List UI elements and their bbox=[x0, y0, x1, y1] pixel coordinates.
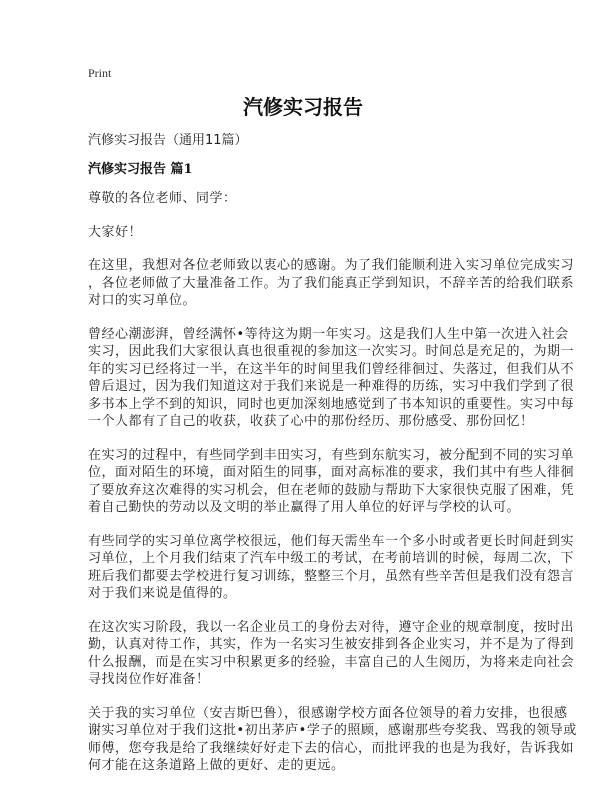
text-line: 关于我的实习单位（安吉斯巴鲁），很感谢学校方面各位领导的着力安排，也很感 bbox=[88, 705, 568, 721]
text-line: 勤，认真对待工作，其实，作为一名实习生被安排到各企业实习，并不是为了得到 bbox=[88, 637, 575, 652]
paragraph bbox=[88, 224, 518, 242]
text-line: 对于我们来说是值得的。 bbox=[88, 586, 237, 601]
text-line: 尊敬的各位老师、同学： bbox=[88, 191, 237, 206]
text-line: 在这次实习阶段，我以一名企业员工的身份去对待，遵守企业的规章制度，按时出 bbox=[88, 619, 575, 635]
text-line: 曾后退过，因为我们知道这对于我们来说是一种难得的历练，实习中我们学到了很 bbox=[88, 379, 575, 394]
document-subtitle: 汽修实习报告（通用11篇） bbox=[88, 133, 248, 148]
paragraph bbox=[88, 257, 575, 310]
text-line: 对口的实习单位。 bbox=[88, 293, 197, 308]
text-line: 习单位，上个月我们结束了汽车中级工的考试，在考前培训的时候，每周二次，下 bbox=[88, 551, 575, 566]
text-line: ，各位老师做了大量准备工作。为了我们能真正学到知识，不辞辛苦的给我们联系 bbox=[88, 275, 575, 291]
text-line: 班后我们都要去学校进行复习训练，整整三个月，虽然有些辛苦但是我们没有怨言 bbox=[88, 568, 575, 584]
text-line: 了要放弃这次难得的实习机会，但在老师的鼓励与帮助下大家很快克服了困难，凭 bbox=[88, 482, 575, 498]
paragraph bbox=[88, 190, 518, 208]
print-link[interactable]: Print bbox=[88, 66, 112, 80]
text-line: 实习，因此我们大家很认真也很重视的参加这一次实习。时间总是充足的，为期一 bbox=[88, 344, 575, 359]
paragraph bbox=[88, 326, 575, 431]
paragraph bbox=[88, 533, 575, 603]
text-line: 何才能在这条道路上做的更好、走的更远。 bbox=[88, 758, 345, 773]
text-line: 年的实习已经将过一半，在这半年的时间里我们曾经徘徊过、失落过，但我们从不 bbox=[88, 361, 575, 377]
text-line: 多书本上学不到的知识，同时也更加深刻地感觉到了书本知识的重要性。实习中每 bbox=[88, 396, 575, 412]
paragraph bbox=[88, 705, 577, 775]
text-line: 一个人都有了自己的收获，收获了心中的那份经历、那份感受、那份回忆！ bbox=[88, 414, 534, 429]
text-line: 位，面对陌生的环境，面对陌生的同事，面对高标准的要求，我们其中有些人徘徊 bbox=[88, 465, 575, 480]
document-title: 汽修实习报告 bbox=[243, 95, 363, 119]
document-body bbox=[88, 190, 577, 775]
text-line: 寻找岗位作好准备！ bbox=[88, 672, 210, 687]
text-line: 着自己勤快的劳动以及文明的举止赢得了用人单位的好评与学校的认可。 bbox=[88, 500, 521, 515]
text-line: 有些同学的实习单位离学校很远，他们每天需坐车一个多小时或者更长时间赶到实 bbox=[88, 533, 575, 549]
text-line: 在实习的过程中，有些同学到丰田实习，有些到东航实习，被分配到不同的实习单 bbox=[88, 447, 575, 463]
paragraph bbox=[88, 619, 575, 689]
paragraph bbox=[88, 447, 575, 517]
section-heading: 汽修实习报告 篇1 bbox=[88, 162, 193, 177]
text-line: 大家好！ bbox=[88, 224, 143, 240]
text-line: 曾经心潮澎湃，曾经满怀•等待这为期一年实习。这是我们人生中第一次进入社会 bbox=[88, 326, 569, 342]
text-line: 谢实习单位对于我们这批•初出茅庐•学子的照顾，感谢那些夸奖我、骂我的领导或 bbox=[88, 723, 577, 738]
document-page bbox=[88, 66, 577, 791]
text-line: 师傅，您夸我是给了我继续好好走下去的信心，而批评我的也是为我好，告诉我如 bbox=[88, 740, 575, 756]
text-line: 什么报酬，而是在实习中积累更多的经验，丰富自己的人生阅历，为将来走向社会 bbox=[88, 654, 575, 670]
text-line: 在这里，我想对各位老师致以衷心的感谢。为了我们能顺利进入实习单位完成实习 bbox=[88, 258, 575, 273]
